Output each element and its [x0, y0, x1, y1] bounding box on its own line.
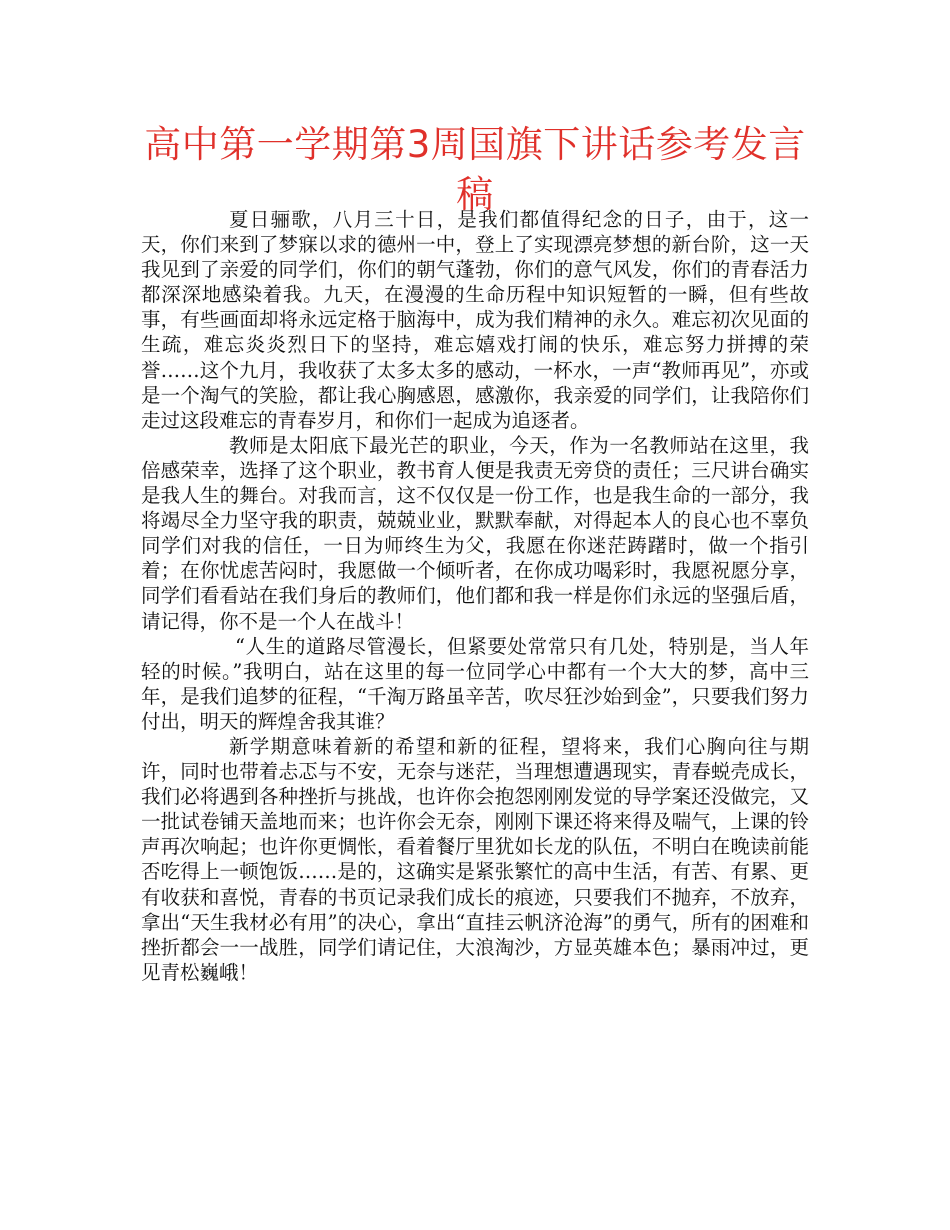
paragraph-3: “人生的道路尽管漫长，但紧要处常常只有几处，特别是，当人年轻的时候。”我明白，站在这里的每一位同学心中都有一个大大的梦，高中三年，是我们追梦的征程，“千淘万路虽辛苦，吹尽狂沙始到金”，只要我们努力付出，明天的辉煌舍我其谁？ [141, 634, 809, 733]
paragraph-2: 教师是太阳底下最光芒的职业，今天，作为一名教师站在这里，我倍感荣幸，选择了这个职业，教书育人便是我责无旁贷的责任；三尺讲台确实是我人生的舞台。对我而言，这不仅仅是一份工作，也是我生命的一部分，我将竭尽全力坚守我的职责，兢兢业业，默默奉献，对得起本人的良心也不辜负同学们对我的信任，一日为师终生为父，我愿在你迷茫踌躇时，做一个指引着；在你忧虑苦闷时，我愿做一个倾听者，在你成功喝彩时，我愿祝愿分享，同学们看看站在我们身后的教师们，他们都和我一样是你们永远的坚强后盾，请记得，你不是一个人在战斗！ [141, 433, 809, 633]
paragraph-1: 夏日骊歌，八月三十日，是我们都值得纪念的日子，由于，这一天，你们来到了梦寐以求的德州一中，登上了实现漂亮梦想的新台阶，这一天我见到了亲爱的同学们，你们的朝气蓬勃，你们的意气风发，你们的青春活力都深深地感染着我。九天，在漫漫的生命历程中知识短暂的一瞬，但有些故事，有些画面却将永远定格于脑海中，成为我们精神的永久。难忘初次见面的生疏，难忘炎炎烈日下的坚持，难忘嬉戏打闹的快乐，难忘努力拼搏的荣誉……这个九月，我收获了太多太多的感动，一杯水，一声“教师再见”，亦或是一个淘气的笑脸，都让我心胸感恩，感激你，我亲爱的同学们，让我陪你们走过这段难忘的青春岁月，和你们一起成为追逐者。 [141, 208, 809, 432]
paragraph-4: 新学期意味着新的希望和新的征程，望将来，我们心胸向往与期许，同时也带着忐忑与不安，无奈与迷茫，当理想遭遇现实，青春蜕壳成长，我们必将遇到各种挫折与挑战，也许你会抱怨刚刚发觉的导学案还没做完，又一批试卷铺天盖地而来；也许你会无奈，刚刚下课还将来得及喘气，上课的铃声再次响起；也许你更惆怅，看着餐厅里犹如长龙的队伍，不明白在晚读前能否吃得上一顿饱饭……是的，这确实是紧张繁忙的高中生活，有苦、有累、更有收获和喜悦，青春的书页记录我们成长的痕迹，只要我们不抛弃，不放弃，拿出“天生我材必有用”的决心，拿出“直挂云帆济沧海”的勇气，所有的困难和挫折都会一一战胜，同学们请记住，大浪淘沙，方显英雄本色；暴雨冲过，更见青松巍峨！ [141, 734, 809, 984]
document-body [141, 207, 809, 985]
document-title: 高中第一学期第3周国旗下讲话参考发言稿 [144, 123, 806, 216]
